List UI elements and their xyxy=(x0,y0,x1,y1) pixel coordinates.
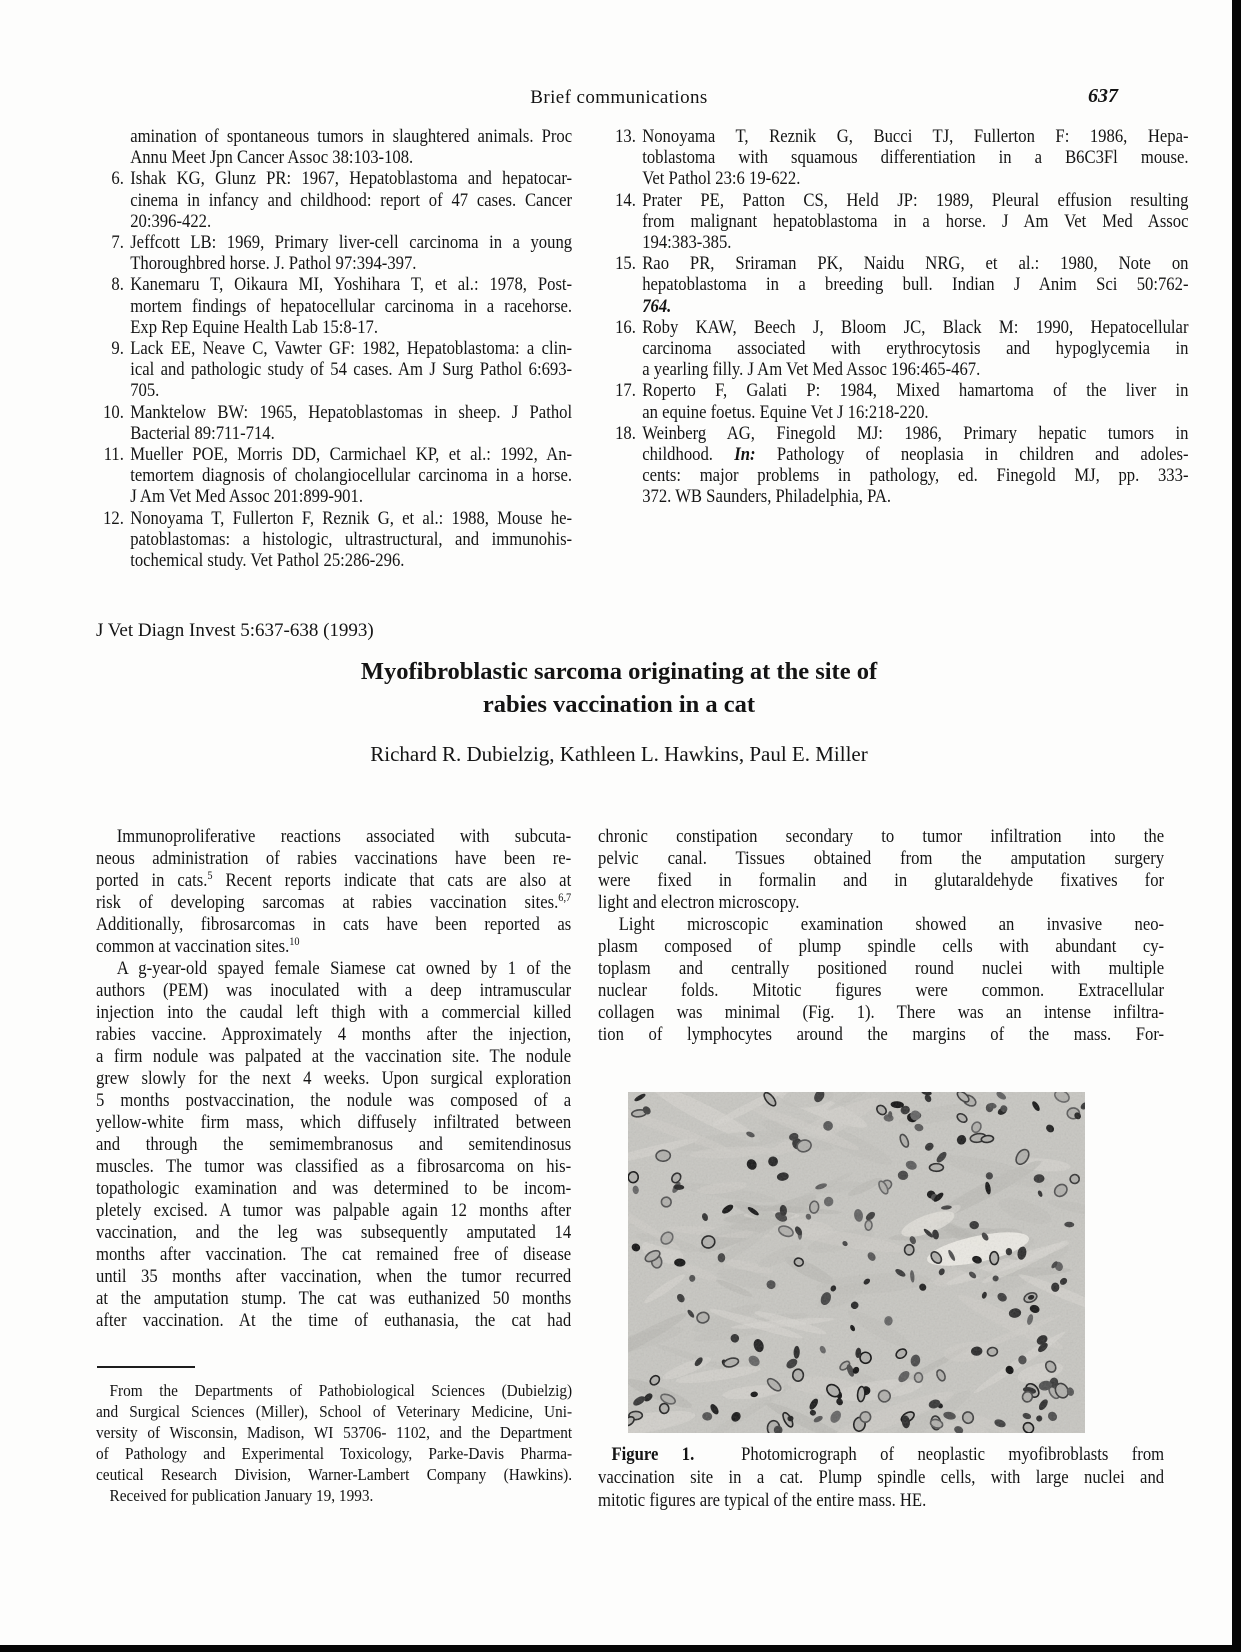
text-line: Thoroughbred horse. J. Pathol 97:394-397. xyxy=(130,254,417,275)
paragraph xyxy=(598,826,1164,914)
reference-item xyxy=(608,381,1189,423)
text-line: Bacterial 89:711-714. xyxy=(130,423,275,444)
reference-number: 17. xyxy=(615,381,636,402)
text-line: Roperto F, Galati P: 1984, Mixed hamartoma of the liver in xyxy=(642,381,1189,402)
text-line: amination of spontaneous tumors in slaughtered animals. Proc xyxy=(130,127,573,147)
text-line: of Pathology and Experimental Toxicology, Parke-Davis Pharma- xyxy=(96,1444,573,1463)
text-line: Ishak KG, Glunz PR: 1967, Hepatoblastoma and hepatocar- xyxy=(130,169,573,190)
text-line: 372. WB Saunders, Philadelphia, PA. xyxy=(642,487,892,508)
reference-number: 13. xyxy=(615,127,636,147)
text-line: a firm nodule was palpated at the vaccination site. The nodule xyxy=(96,1047,572,1067)
text-line: mortem findings of hepatocellular carcinoma in a racehorse. xyxy=(130,296,573,317)
reference-number: 6. xyxy=(111,169,124,190)
paragraph xyxy=(96,1485,572,1506)
text-line: versity of Wisconsin, Madison, WI 53706- 1102, and the Department xyxy=(96,1423,573,1442)
text-line: rabies vaccine. Approximately 4 months after the injection, xyxy=(96,1025,572,1045)
footnote-rule xyxy=(97,1366,195,1368)
reference-item xyxy=(96,169,572,233)
text-line: chronic constipation secondary to tumor infiltration into the xyxy=(598,827,1165,847)
text-line: Jeffcott LB: 1969, Primary liver-cell carcinoma in a young xyxy=(130,233,573,254)
text-line: injection into the caudal left thigh with a commercial killed xyxy=(96,1003,572,1023)
text-line: A g-year-old spayed female Siamese cat owned by 1 of the xyxy=(116,959,572,979)
text-line: and through the semimembranosus and semitendinosus xyxy=(96,1135,572,1155)
body-column-right xyxy=(598,826,1164,1046)
text-line: Kanemaru T, Oikaura MI, Yoshihara T, et al.: 1978, Post- xyxy=(130,275,573,296)
text-line: J Am Vet Med Assoc 201:899-901. xyxy=(130,487,364,508)
reference-number: 9. xyxy=(111,339,124,360)
reference-item xyxy=(608,318,1189,382)
text-line: tion of lymphocytes around the margins of the mass. For- xyxy=(598,1025,1165,1045)
reference-number: 18. xyxy=(615,423,636,444)
text-line: Immunoproliferative reactions associated with subcuta- xyxy=(116,827,572,847)
reference-item xyxy=(608,191,1189,255)
text-line: months after vaccination. The cat remained free of disease xyxy=(96,1245,572,1265)
article-title-line: rabies vaccination in a cat xyxy=(482,691,756,718)
reference-number: 11. xyxy=(103,445,124,466)
text-line: until 35 months after vaccination, when the tumor recurred xyxy=(96,1267,572,1287)
reference-number: 12. xyxy=(103,508,124,529)
paragraph xyxy=(96,826,571,958)
reference-item xyxy=(96,275,572,339)
reference-item xyxy=(96,127,572,169)
text-line: Nonoyama T, Reznik G, Bucci TJ, Fullerton F: 1986, Hepa- xyxy=(642,127,1189,147)
page-number: 637 xyxy=(1088,85,1118,107)
running-title: Brief communications xyxy=(530,87,708,108)
text-line: From the Departments of Pathobiological Sciences (Dubielzig) xyxy=(109,1381,573,1400)
reference-item xyxy=(608,254,1189,318)
scan-edge-bar-right xyxy=(1232,0,1241,1652)
paragraph xyxy=(96,958,571,1332)
text-line: 764. xyxy=(642,296,672,317)
figure-caption xyxy=(598,1444,1164,1514)
text-line: vaccination, and the leg was subsequently amputated 14 xyxy=(96,1223,572,1243)
body-column-left xyxy=(96,826,571,1332)
text-line: light and electron microscopy. xyxy=(598,893,800,913)
text-line: hepatoblastoma in a breeding bull. Indian J Anim Sci 50:762- xyxy=(642,275,1189,296)
reference-item xyxy=(608,424,1189,509)
text-line: Received for publication January 19, 1993. xyxy=(109,1486,374,1505)
reference-item xyxy=(608,127,1189,191)
text-line: grew slowly for the next 4 weeks. Upon surgical exploration xyxy=(96,1069,572,1089)
text-line: carcinoma associated with erythrocytosis and hypoglycemia in xyxy=(642,339,1189,360)
text-line: Weinberg AG, Finegold MJ: 1986, Primary hepatic tumors in xyxy=(642,423,1189,444)
text-line: ported in cats.$^5$ Recent reports indicate that cats are also at xyxy=(96,869,572,891)
text-line: ceutical Research Division, Warner-Lambert Company (Hawkins). xyxy=(96,1465,573,1484)
reference-number: 10. xyxy=(103,402,124,423)
text-line: childhood. In: Pathology of neoplasia in children and adoles- xyxy=(642,445,1189,466)
text-line: from malignant hepatoblastoma in a horse. J Am Vet Med Assoc xyxy=(642,211,1189,232)
text-line: Rao PR, Sriraman PK, Naidu NRG, et al.: 1980, Note on xyxy=(642,254,1189,275)
text-line: pelvic canal. Tissues obtained from the amputation surgery xyxy=(598,849,1165,869)
text-line: Prater PE, Patton CS, Held JP: 1989, Pleural effusion resulting xyxy=(642,190,1189,211)
text-line: authors (PEM) was inoculated with a deep intramuscular xyxy=(96,981,572,1001)
text-line: neous administration of rabies vaccinations have been re- xyxy=(96,849,572,869)
text-line: 5 months postvaccination, the nodule was composed of a xyxy=(96,1091,572,1111)
paragraph xyxy=(96,1380,572,1485)
figure-1 xyxy=(628,1092,1085,1433)
text-line: pletely excised. A tumor was palpable again 12 months after xyxy=(96,1201,572,1221)
text-line: cinema in infancy and childhood: report of 47 cases. Cancer xyxy=(130,190,573,211)
reference-number: 8. xyxy=(111,275,124,296)
text-line: Annu Meet Jpn Cancer Assoc 38:103-108. xyxy=(130,148,414,169)
reference-number: 16. xyxy=(615,317,636,338)
text-line: mitotic figures are typical of the entire mass. HE. xyxy=(598,1491,927,1512)
text-line: risk of developing sarcomas at rabies vaccination sites.$^{6,7}$ xyxy=(96,891,572,913)
article-title xyxy=(96,655,1142,721)
reference-item xyxy=(96,233,572,275)
text-line: toblastoma with squamous differentiation in a B6C3Fl mouse. xyxy=(642,148,1189,169)
text-line: Additionally, fibrosarcomas in cats have been reported as xyxy=(96,915,572,935)
text-line: nuclear folds. Mitotic figures were common. Extracellular xyxy=(598,981,1165,1001)
text-line: and Surgical Sciences (Miller), School of Veterinary Medicine, Uni- xyxy=(96,1402,573,1421)
text-line: Nonoyama T, Fullerton F, Reznik G, et al.: 1988, Mouse he- xyxy=(130,508,573,529)
text-line: common at vaccination sites.$^{10}$ xyxy=(96,935,300,957)
text-line: Figure 1. Photomicrograph of neoplastic myofibroblasts from xyxy=(611,1445,1165,1465)
text-line: were fixed in formalin and in glutaraldehyde fixatives for xyxy=(598,871,1165,891)
reference-list-right xyxy=(608,127,1189,509)
text-line: temortem diagnosis of cholangiocellular carcinoma in a horse. xyxy=(130,466,573,487)
text-line: Manktelow BW: 1965, Hepatoblastomas in sheep. J Pathol xyxy=(130,402,573,423)
text-line: plasm composed of plump spindle cells with abundant cy- xyxy=(598,937,1165,957)
text-line: Lack EE, Neave C, Vawter GF: 1982, Hepatoblastoma: a clin- xyxy=(130,339,573,360)
text-line: Roby KAW, Beech J, Bloom JC, Black M: 1990, Hepatocellular xyxy=(642,317,1189,338)
paragraph xyxy=(598,1444,1164,1514)
text-line: 705. xyxy=(130,381,160,402)
scan-edge-bar-bottom xyxy=(0,1645,1241,1652)
text-line: patoblastomas: a histologic, ultrastructural, and immunohis- xyxy=(130,529,573,550)
text-line: topathologic examination and was determined to be incom- xyxy=(96,1179,572,1199)
journal-citation: J Vet Diagn Invest 5:637-638 (1993) xyxy=(96,620,374,641)
text-line: yellow-white firm mass, which diffusely infiltrated between xyxy=(96,1113,572,1133)
text-line: Mueller POE, Morris DD, Carmichael KP, et al.: 1992, An- xyxy=(130,445,573,466)
reference-item xyxy=(96,403,572,445)
text-line: muscles. The tumor was classified as a fibrosarcoma on his- xyxy=(96,1157,572,1177)
article-authors: Richard R. Dubielzig, Kathleen L. Hawkins, Paul E. Miller xyxy=(370,742,868,766)
text-line: toplasm and centrally positioned round nuclei with multiple xyxy=(598,959,1165,979)
text-line: collagen was minimal (Fig. 1). There was an intense infiltra- xyxy=(598,1003,1165,1023)
reference-list-left xyxy=(96,127,572,572)
text-line: an equine foetus. Equine Vet J 16:218-220. xyxy=(642,402,929,423)
text-line: at the amputation stump. The cat was euthanized 50 months xyxy=(96,1289,572,1309)
reference-item xyxy=(96,339,572,403)
text-line: after vaccination. At the time of euthanasia, the cat had xyxy=(96,1311,572,1331)
text-line: Exp Rep Equine Health Lab 15:8-17. xyxy=(130,317,379,338)
text-line: cents: major problems in pathology, ed. Finegold MJ, pp. 333- xyxy=(642,466,1189,487)
paragraph xyxy=(598,914,1164,1046)
photomicrograph-image xyxy=(628,1092,1085,1433)
text-line: Light microscopic examination showed an invasive neo- xyxy=(618,915,1165,935)
text-line: tochemical study. Vet Pathol 25:286-296. xyxy=(130,551,405,572)
text-line: 20:396-422. xyxy=(130,211,212,232)
footnote xyxy=(96,1380,572,1506)
text-line: vaccination site in a cat. Plump spindle cells, with large nuclei and xyxy=(598,1468,1165,1489)
text-line: Vet Pathol 23:6 19-622. xyxy=(642,169,801,190)
text-line: a yearling filly. J Am Vet Med Assoc 196:465-467. xyxy=(642,360,981,381)
text-line: 194:383-385. xyxy=(642,233,732,254)
text-line: ical and pathologic study of 54 cases. Am J Surg Pathol 6:693- xyxy=(130,360,573,381)
reference-number: 7. xyxy=(111,233,124,254)
article-title-line: Myofibroblastic sarcoma originating at the site of xyxy=(360,658,878,685)
reference-number: 14. xyxy=(615,190,636,211)
reference-number: 15. xyxy=(615,254,636,275)
reference-item xyxy=(96,509,572,573)
reference-item xyxy=(96,445,572,509)
